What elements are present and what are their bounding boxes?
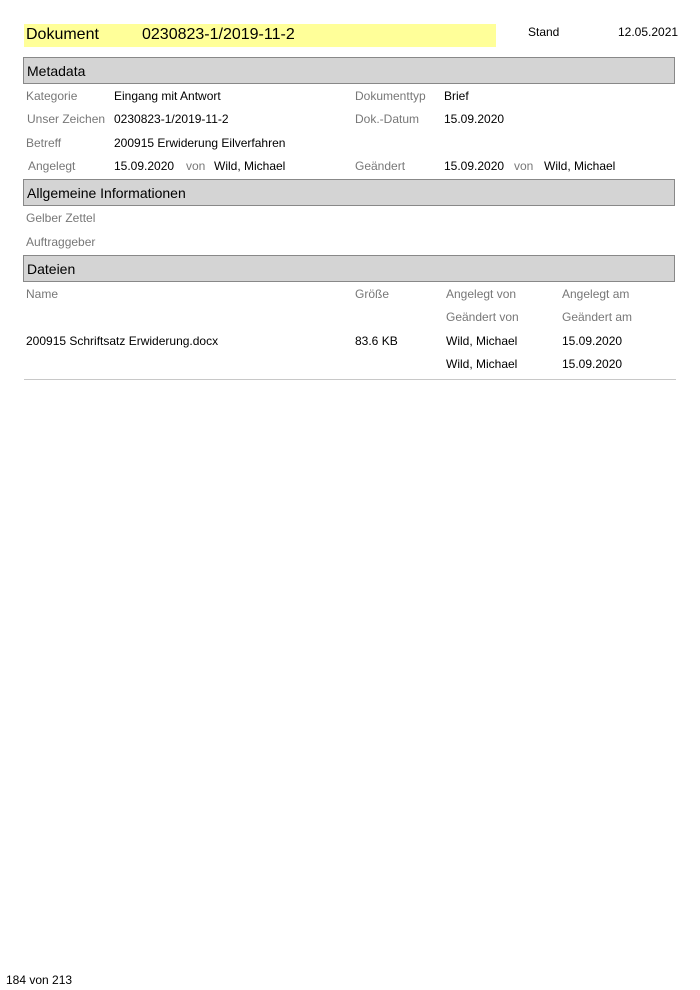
dok-datum-label: Dok.-Datum: [355, 112, 420, 126]
file-changed-at: 15.09.2020: [562, 357, 623, 371]
files-col-name: Name: [26, 287, 59, 301]
file-name[interactable]: 200915 Schriftsatz Erwiderung.docx: [26, 334, 219, 348]
betreff-label: Betreff: [26, 136, 62, 150]
geaendert-by: Wild, Michael: [544, 159, 616, 173]
file-created-at: 15.09.2020: [562, 334, 623, 348]
document-number: 0230823-1/2019-11-2: [142, 26, 295, 43]
file-created-by: Wild, Michael: [446, 334, 518, 348]
geaendert-date: 15.09.2020: [444, 159, 505, 173]
section-title: Metadata: [27, 63, 86, 79]
file-changed-by: Wild, Michael: [446, 357, 518, 371]
section-header-general: [23, 179, 675, 206]
files-col-changed-at: Geändert am: [562, 310, 633, 324]
files-col-created-at: Angelegt am: [562, 287, 630, 301]
page-number: 184 von 213: [6, 973, 73, 987]
dokumenttyp-value: Brief: [444, 89, 469, 103]
section-header-files: [23, 255, 675, 282]
files-col-changed-by: Geändert von: [446, 310, 519, 324]
angelegt-label: Angelegt: [28, 159, 76, 173]
kategorie-label: Kategorie: [26, 89, 78, 103]
angelegt-by: Wild, Michael: [214, 159, 286, 173]
section-title: Dateien: [27, 261, 76, 277]
angelegt-date: 15.09.2020: [114, 159, 175, 173]
section-title: Allgemeine Informationen: [27, 185, 186, 201]
kategorie-value: Eingang mit Antwort: [114, 89, 221, 103]
auftraggeber-label: Auftraggeber: [26, 235, 96, 249]
gelber-zettel-label: Gelber Zettel: [26, 211, 96, 225]
dokumenttyp-label: Dokumenttyp: [355, 89, 426, 103]
stand-date: 12.05.2021: [618, 25, 679, 39]
files-col-created-by: Angelegt von: [446, 287, 517, 301]
document-label: Dokument: [26, 26, 99, 43]
geaendert-von-label: von: [514, 159, 534, 173]
section-header-metadata: [23, 57, 675, 84]
stand-label: Stand: [528, 25, 560, 39]
dok-datum-value: 15.09.2020: [444, 112, 505, 126]
files-col-size: Größe: [355, 287, 390, 301]
betreff-value: 200915 Erwiderung Eilverfahren: [114, 136, 286, 150]
unser-zeichen-label: Unser Zeichen: [27, 112, 106, 126]
unser-zeichen-value: 0230823-1/2019-11-2: [114, 112, 229, 126]
file-size: 83.6 KB: [355, 334, 398, 348]
geaendert-label: Geändert: [355, 159, 406, 173]
files-divider: [24, 379, 676, 380]
angelegt-von-label: von: [186, 159, 206, 173]
